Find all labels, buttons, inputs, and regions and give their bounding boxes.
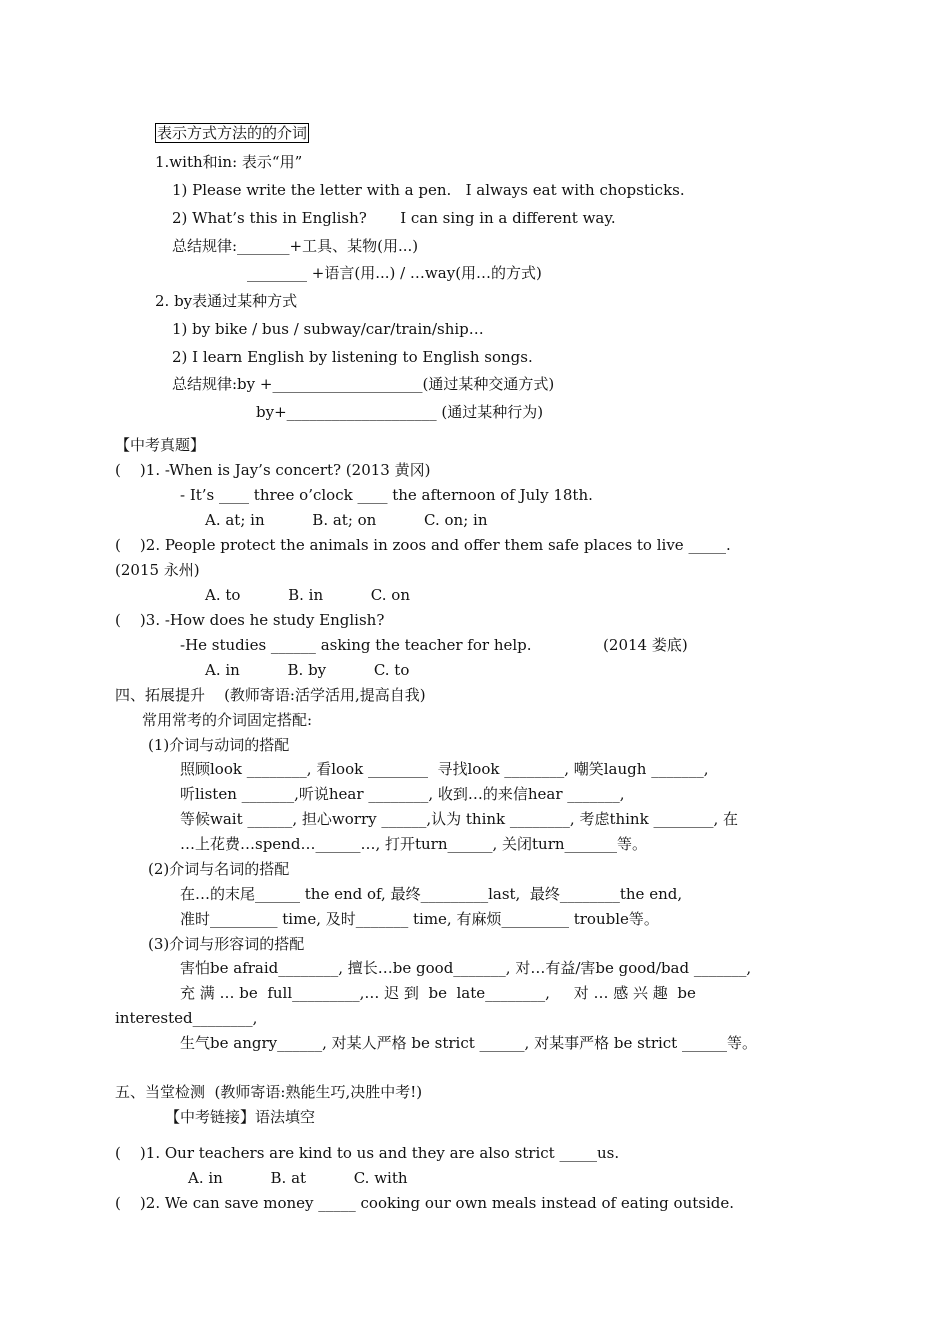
summary-line: by+____________________ (通过某种行为) [256, 403, 544, 421]
question-line: (2015 永州) [115, 561, 200, 579]
answer-options: A. in B. at C. with [188, 1169, 408, 1187]
summary-line: 总结规律:by +____________________(通过某种交通方式) [172, 375, 555, 393]
subheading: 常用常考的介词固定搭配: [142, 711, 313, 729]
question-line: ( )2. We can save money _____ cooking our own meals instead of eating outside. [115, 1194, 735, 1212]
question-line: ( )2. People protect the animals in zoos and offer them safe places to live _____. [115, 536, 731, 554]
summary-line: 总结规律:_______+工具、某物(用...) [172, 237, 419, 255]
exercise-line: 充 满 … be full_________,… 迟 到 be late________, 对 … 感 兴 趣 be [180, 984, 696, 1002]
question-line: - It’s ____ three o’clock ____ the afternoon of July 18th. [180, 486, 593, 504]
section-heading: 四、拓展提升 (教师寄语:活学活用,提高自我) [115, 686, 426, 704]
exercise-line: 听listen _______,听说hear ________, 收到…的来信hear _______, [180, 785, 625, 803]
subheading: (1)介词与动词的搭配 [148, 736, 290, 754]
rule-heading: 1.with和in: 表示“用” [155, 153, 303, 171]
subheading: 【中考链接】语法填空 [165, 1108, 316, 1126]
exercise-line: 照顾look ________, 看look ________ 寻找look ________, 嘲笑laugh _______, [180, 760, 709, 778]
rule-heading: 2. by表通过某种方式 [155, 292, 298, 310]
subheading: (2)介词与名词的搭配 [148, 860, 290, 878]
exercise-line: 生气be angry______, 对某人严格 be strict ______, 对某事严格 be strict ______等。 [180, 1034, 757, 1052]
section-title: 表示方式方法的的介词 [157, 124, 308, 142]
example-line: 2) What’s this in English? I can sing in a different way. [172, 209, 616, 227]
question-line: -He studies ______ asking the teacher for help. (2014 娄底) [180, 636, 688, 654]
exercise-line: interested________, [115, 1009, 258, 1027]
question-line: ( )1. Our teachers are kind to us and they are also strict _____us. [115, 1144, 620, 1162]
exercise-line: 在…的末尾______ the end of, 最终_________last, 最终________the end, [180, 885, 683, 903]
section-heading: 五、当堂检测 (教师寄语:熟能生巧,决胜中考!) [115, 1083, 423, 1101]
example-line: 1) Please write the letter with a pen. I always eat with chopsticks. [172, 181, 685, 199]
subheading: (3)介词与形容词的搭配 [148, 935, 305, 953]
exercise-line: 等候wait ______, 担心worry ______,认为 think ________, 考虑think ________, 在 [180, 810, 738, 828]
summary-line: ________ +语言(用...) / …way(用…的方式) [247, 264, 542, 282]
exercise-line: …上花费…spend…______…, 打开turn______, 关闭turn_______等。 [180, 835, 648, 853]
exercise-line: 准时_________ time, 及时_______ time, 有麻烦_________ trouble等。 [180, 910, 659, 928]
answer-options: A. in B. by C. to [205, 661, 410, 679]
answer-options: A. at; in B. at; on C. on; in [205, 511, 488, 529]
question-line: ( )3. -How does he study English? [115, 611, 385, 629]
exercise-line: 害怕be afraid________, 擅长…be good_______, 对…有益/害be good/bad _______, [180, 959, 752, 977]
example-line: 1) by bike / bus / subway/car/train/ship… [172, 320, 484, 338]
question-line: ( )1. -When is Jay’s concert? (2013 黄冈) [115, 461, 431, 479]
answer-options: A. to B. in C. on [205, 586, 410, 604]
section-heading: 【中考真题】 [115, 436, 206, 454]
example-line: 2) I learn English by listening to English songs. [172, 348, 533, 366]
